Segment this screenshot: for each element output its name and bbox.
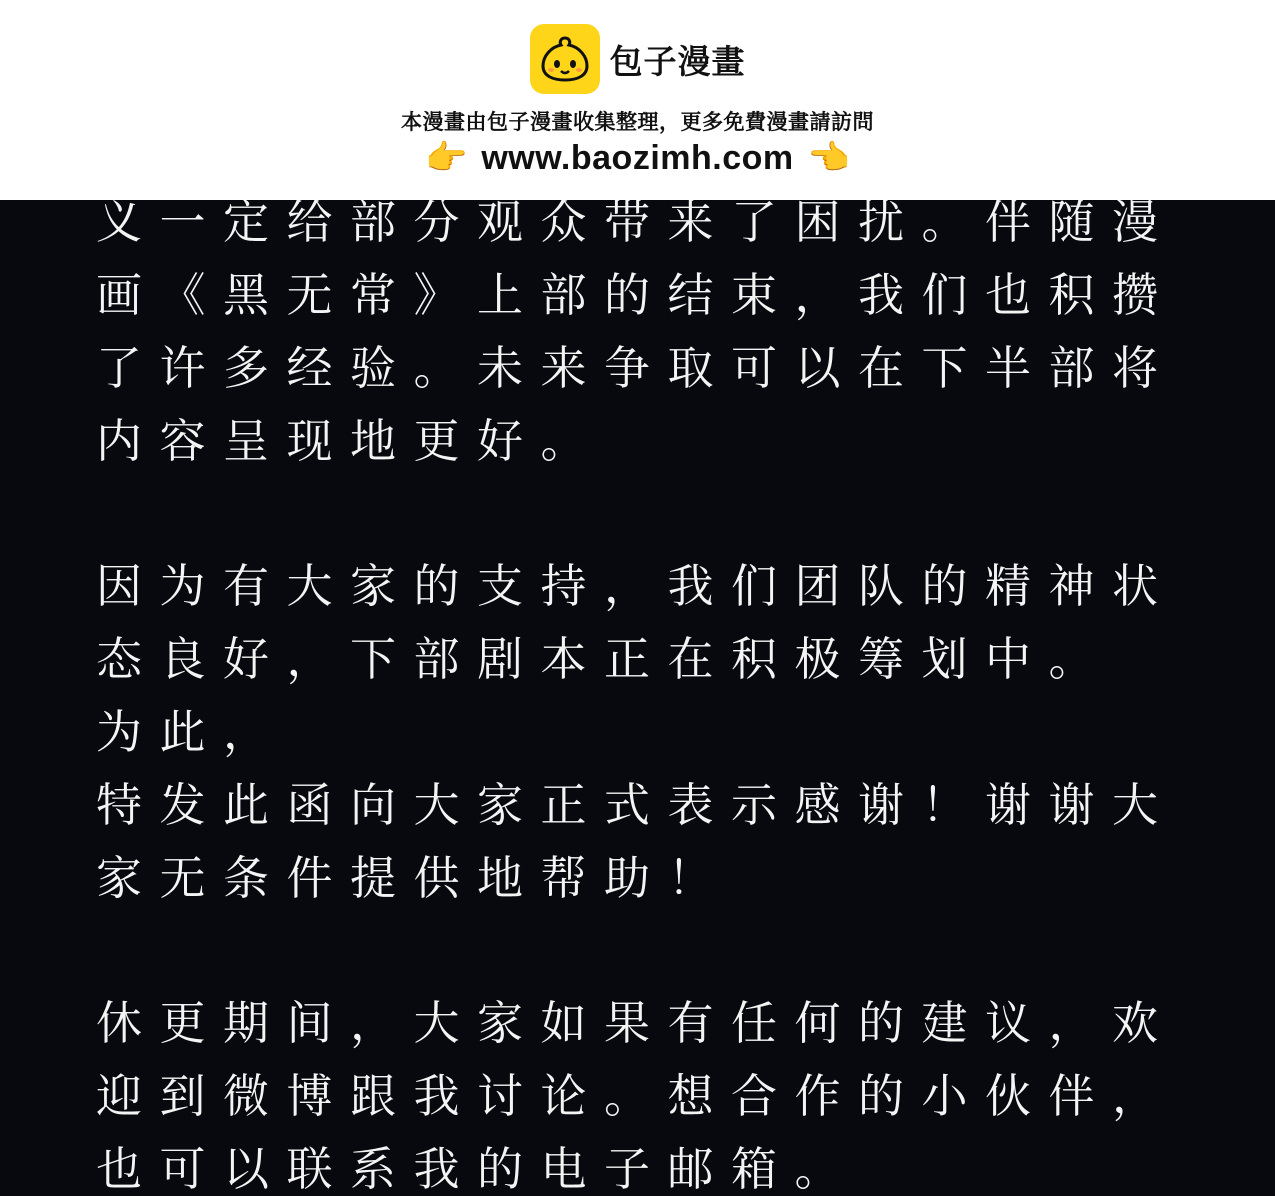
bun-mascot-icon bbox=[530, 24, 600, 94]
logo-row[interactable] bbox=[0, 24, 1275, 94]
text-line: 休更期间，大家如果有任何的建议，欢 bbox=[96, 996, 1176, 1050]
site-url-link[interactable]: www.baozimh.com bbox=[481, 138, 794, 177]
text-line: 也可以联系我的电子邮箱。 bbox=[96, 1142, 858, 1196]
watermark-banner bbox=[0, 0, 1275, 200]
watermark-tagline: 本漫畫由包子漫畫收集整理，更多免費漫畫請訪問 bbox=[401, 110, 874, 134]
text-line: 为此， bbox=[96, 705, 287, 759]
url-row bbox=[0, 138, 1275, 178]
pointing-right-hand-icon: 👉 bbox=[425, 138, 468, 178]
comic-text-panel bbox=[0, 200, 1275, 1196]
text-line: 义一定给部分观众带来了困扰。伴随漫 bbox=[96, 200, 1176, 249]
text-line: 因为有大家的支持，我们团队的精神状 bbox=[96, 559, 1176, 613]
text-line: 态良好，下部剧本正在积极筹划中。 bbox=[96, 632, 1112, 686]
text-line: 画《黑无常》上部的结束，我们也积攒 bbox=[96, 268, 1176, 322]
text-line: 了许多经验。未来争取可以在下半部将 bbox=[96, 341, 1176, 395]
brand-name: 包子漫畫 bbox=[609, 41, 746, 81]
pointing-left-hand-icon: 👈 bbox=[807, 138, 850, 178]
text-line: 迎到微博跟我讨论。想合作的小伙伴， bbox=[96, 1069, 1176, 1123]
text-line: 家无条件提供地帮助！ bbox=[96, 851, 731, 905]
text-line: 内容呈现地更好。 bbox=[96, 414, 604, 468]
text-line: 特发此函向大家正式表示感谢！谢谢大 bbox=[96, 778, 1176, 832]
